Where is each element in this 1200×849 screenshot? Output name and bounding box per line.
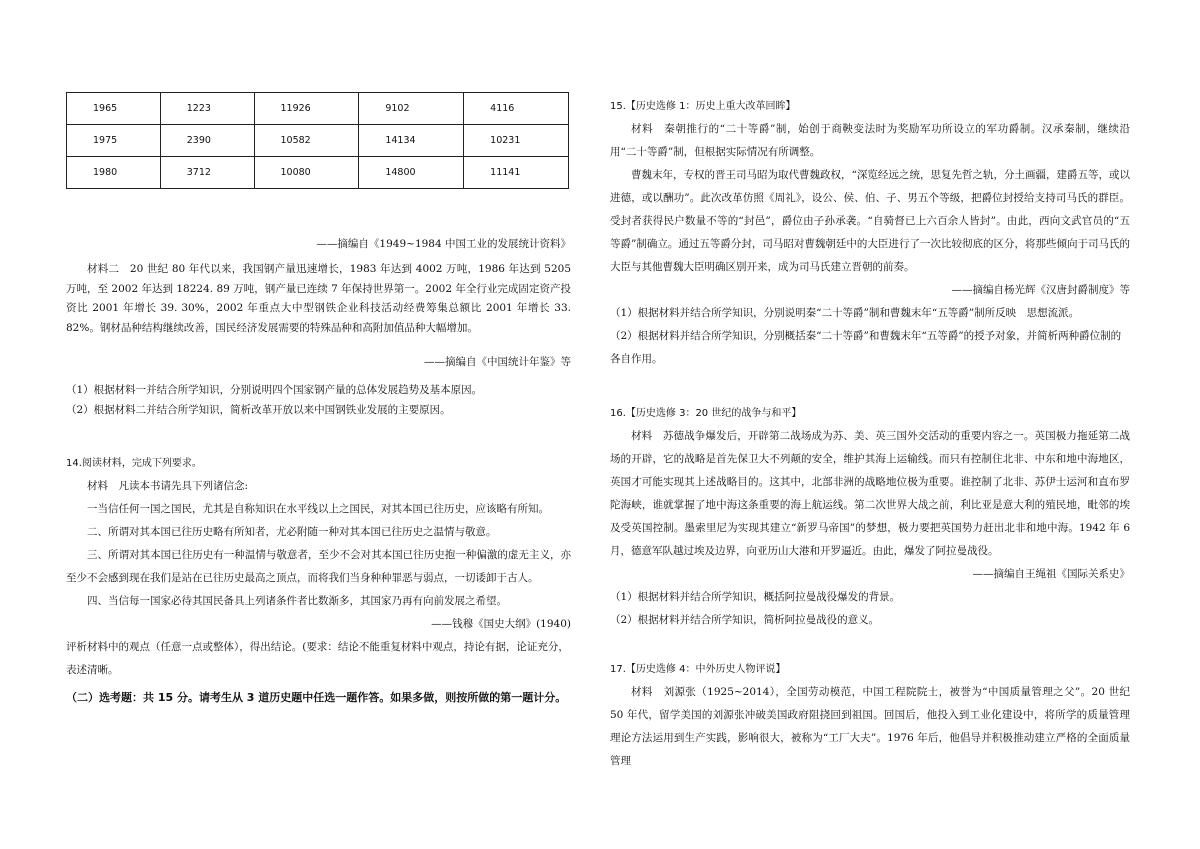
material-paragraph: 二、所谓对其本国已往历史略有所知者，尤必附随一种对其本国已往历史之温情与敬意。: [87, 526, 497, 538]
question-text: 评析材料中的观点（任意一点或整体），得出结论。(要求：结论不能重复材料中观点，持论有据，论证充分，表述清晰。: [66, 641, 569, 676]
table-row: [67, 157, 569, 189]
source-citation: ——摘编自《1949~1984 中国工业的发展统计资料》: [316, 238, 571, 250]
material-paragraph: 材料二 20 世纪 80 年代以来，我国钢产量迅速增长，1983 年达到 4002 万吨，1986 年达到 5205 万吨，至 2002 年达到 18224. 89 万吨，钢产量已连续 7 年保持世界第一。2002 年全行业完成固定资产投资比 2001 年增长 39. 30%，2002 年重点大中型钢铁企业科技活动经费筹集总额比 2001 年增长 33. 82%。钢材品种结构继续改善，国民经济发展需要的特殊品种和高附加值品种大幅增加。: [66, 263, 571, 334]
table-row: [67, 93, 569, 125]
table-cell: 10231: [464, 125, 569, 157]
material-paragraph: 材料 刘源张（1925~2014），全国劳动模范，中国工程院院士，被誉为“中国质量管理之父”。20 世纪 50 年代，留学美国的刘源张冲破美国政府阻挠回到祖国。回国后，他投入到工业化建设中，将所学的质量管理理论方法运用到生产实践，影响很大，被称为“工厂大夫”。1976 年后，他倡导并积极推动建立严格的全面质量管理: [610, 686, 1130, 767]
q13-material2: [66, 260, 571, 338]
subquestion-1: （1）根据材料一并结合所学知识，分别说明四个国家钢产量的总体发展趋势及基本原因。: [66, 384, 483, 396]
table-cell: 11141: [464, 157, 569, 189]
table-cell: 11926: [254, 93, 359, 125]
q16-block: [610, 402, 1130, 632]
subquestion-2: （2）根据材料并结合所学知识，简析阿拉曼战役的意义。: [610, 614, 880, 626]
source-citation: ——摘编自王绳祖《国际关系史》: [972, 568, 1130, 580]
subquestion-1: （1）根据材料并结合所学知识，概括阿拉曼战役爆发的背景。: [610, 591, 901, 603]
material-paragraph: 四、当信每一国家必待其国民备具上列诸条件者比数渐多，其国家乃再有向前发展之希望。: [87, 595, 507, 607]
table-cell: 1965: [67, 93, 161, 125]
table-cell: 1223: [160, 93, 254, 125]
q13-subquestions: [66, 380, 571, 420]
material-paragraph: 一当信任何一国之国民，尤其是自称知识在水平线以上之国民，对其本国已往历史，应该略有所知。: [87, 503, 549, 515]
question-title: 16.【历史选修 3：20 世纪的战争与和平】: [610, 408, 802, 419]
subquestion-2: （2）根据材料二并结合所学知识，简析改革开放以来中国钢铁业发展的主要原因。: [66, 404, 451, 416]
material-paragraph: 材料 苏德战争爆发后，开辟第二战场成为苏、美、英三国外交活动的重要内容之一。英国极力拖延第二战场的开辟，它的战略是首先保卫大不列颠的安全，维护其海上运输线。而只有控制住北非、中东和地中海地区，英国才可能实现其上述战略目的。这其中，北部非洲的战略地位极为重要。谁控制了北非、苏伊士运河和直布罗陀海峡，谁就掌握了地中海这条重要的海上航运线。第二次世界大战之前，利比亚是意大利的殖民地，毗邻的埃及受英国控制。墨索里尼为实现其建立“新罗马帝国”的梦想，极力要把英国势力赶出北非和地中海。1942 年 6 月，德意军队越过埃及边界，向亚历山大港和开罗逼近。由此，爆发了阿拉曼战役。: [610, 430, 1130, 557]
q17-block: [610, 658, 1130, 773]
question-title: 14.阅读材料，完成下列要求。: [66, 458, 202, 469]
q14-block: [66, 452, 571, 682]
q15-block: [610, 95, 1130, 371]
material-paragraph: 三、所谓对其本国已往历史有一种温情与敬意者，至少不会对其本国已往历史抱一种偏激的虚无主义，亦至少不会感到现在我们是站在已往历史最高之顶点，而将我们当身种种罪恶与弱点，一切诿卸于古人。: [66, 549, 571, 584]
source-citation: ——摘编自杨光辉《汉唐封爵制度》等: [951, 284, 1130, 296]
table-cell: 14134: [359, 125, 464, 157]
table-row: [67, 125, 569, 157]
material-paragraph: 材料 秦朝推行的“二十等爵”制，始创于商鞅变法时为奖励军功所设立的军功爵制。汉承秦制，继续沿用“二十等爵”制，但根据实际情况有所调整。: [610, 123, 1130, 158]
steel-output-table: [66, 92, 569, 189]
table-cell: 10080: [254, 157, 359, 189]
table-cell: 14800: [359, 157, 464, 189]
section-heading: （二）选考题：共 15 分。请考生从 3 道历史题中任选一题作答。如果多做，则按所做的第一题计分。: [66, 691, 567, 704]
table-cell: 4116: [464, 93, 569, 125]
subquestion-2: （2）根据材料并结合所学知识，分别概括秦“二十等爵”和曹魏末年“五等爵”的授予对象，并简析两种爵位制的各自作用。: [610, 330, 1122, 365]
table-cell: 10582: [254, 125, 359, 157]
table-cell: 1975: [67, 125, 161, 157]
elective-heading-block: [66, 687, 571, 708]
question-title: 17.【历史选修 4：中外历史人物评说】: [610, 664, 786, 675]
table-cell: 2390: [160, 125, 254, 157]
material-intro: 材料 凡读本书请先具下列诸信念:: [87, 480, 249, 492]
material-paragraph: 曹魏末年，专权的晋王司马昭为取代曹魏政权，“深览经远之统，思复先哲之轨，分土画疆，建爵五等，或以进德，或以酬功”。此次改革仿照《周礼》，设公、侯、伯、子、男五个等级，把爵位封授给支持司马氏的群臣。受封者获得民户数量不等的“封邑”，爵位由子孙承袭。“自骑督已上六百余人皆封”。由此，西向文武官员的“五等爵”制确立。通过五等爵分封，司马昭对曹魏朝廷中的大臣进行了一次比较彻底的区分，将那些倾向于司马氏的大臣与其他曹魏大臣明确区别开来，成为司马氏建立晋朝的前奏。: [610, 169, 1130, 273]
subquestion-1: （1）根据材料并结合所学知识，分别说明秦“二十等爵”制和曹魏末年“五等爵”制所反映 思想流派。: [610, 307, 1080, 319]
source-citation: ——摘编自《中国统计年鉴》等: [424, 356, 571, 368]
q13-source1: [66, 237, 571, 252]
source-citation: ——钱穆《国史大纲》(1940): [431, 618, 571, 630]
table-cell: 9102: [359, 93, 464, 125]
q13-source2-block: [66, 355, 571, 370]
table-cell: 1980: [67, 157, 161, 189]
table-cell: 3712: [160, 157, 254, 189]
question-title: 15.【历史选修 1：历史上重大改革回眸】: [610, 101, 796, 112]
